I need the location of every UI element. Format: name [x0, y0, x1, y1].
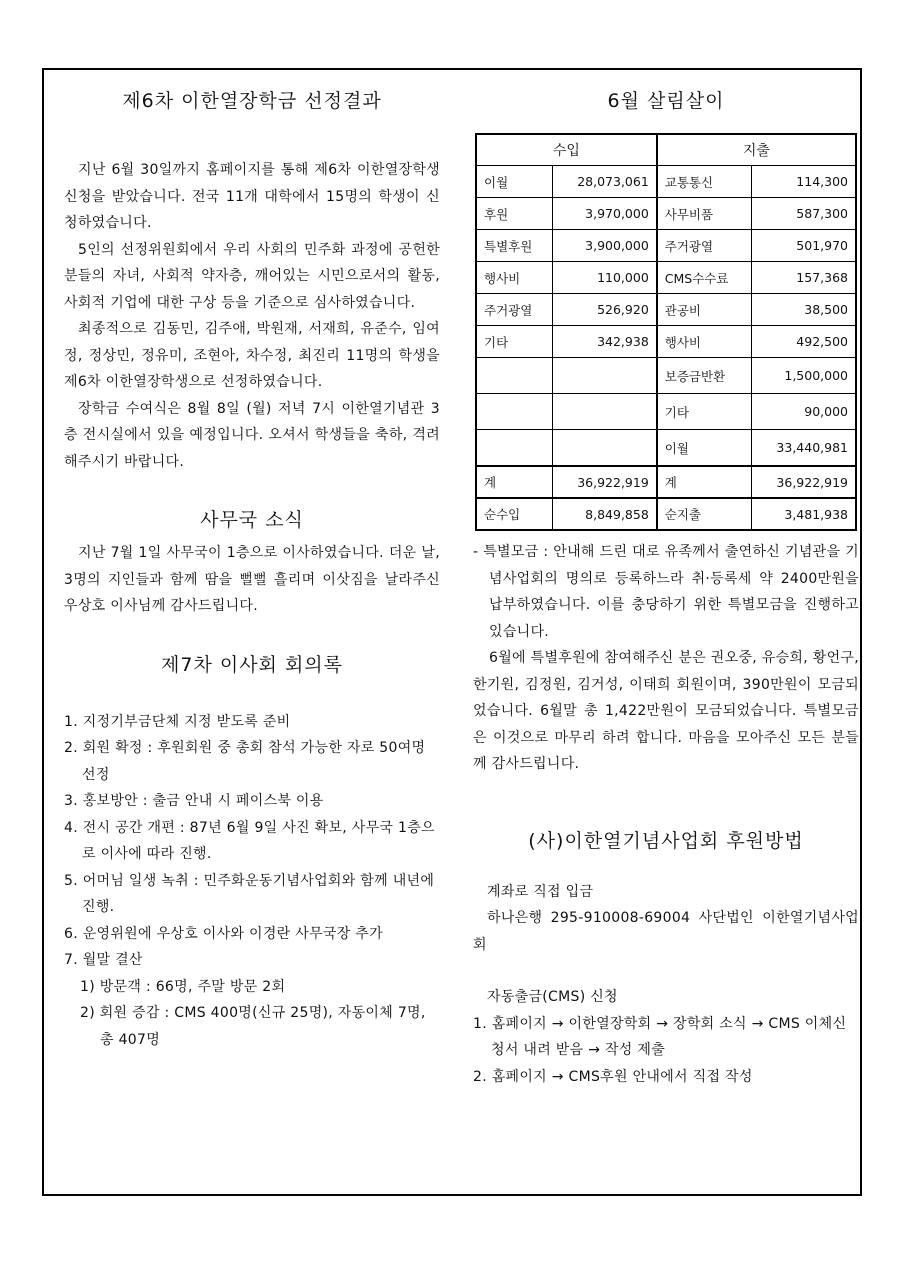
scholarship-title: 제6차 이한열장학금 선정결과	[122, 90, 382, 112]
special-fund-paragraph: - 특별모금 : 안내해 드린 대로 유족께서 출연하신 기념관을 기념사업회의 명의로 등록하느라 취·등록세 약 2400만원을 납부하였습니다. 이를 충당하기 위한 특별모금을 진행하고 있습니다.	[473, 544, 859, 640]
expense-label: 관공비	[657, 294, 752, 326]
expense-value: 587,300	[752, 198, 856, 230]
income-label	[476, 358, 552, 394]
deposit-title: 계좌로 직접 입금	[487, 883, 594, 900]
right-column	[473, 86, 859, 1090]
finance-row	[476, 394, 856, 430]
expense-value: 157,368	[752, 262, 856, 294]
income-value: 110,000	[552, 262, 656, 294]
expense-header: 지출	[657, 134, 856, 166]
cms-step: 1. 홈페이지 → 이한열장학회 → 장학회 소식 → CMS 이체신청서 내려 받음 → 작성 제출	[473, 1015, 847, 1058]
finance-row	[476, 358, 856, 394]
income-total-label: 계	[476, 466, 552, 498]
special-fund-donors-paragraph: 6월에 특별후원에 참여해주신 분은 권오중, 유승희, 황언구, 한기원, 김정원, 김거성, 이태희 회원이며, 390만원이 모금되었습니다. 6월말 총 1,422만원이 모금되었습니다. 특별모금은 이것으로 마무리 하려 합니다. 마음을 모아주신 모든 분들께 감사드립니다.	[473, 650, 859, 772]
expense-value: 501,970	[752, 230, 856, 262]
board-minutes-item: 5. 어머님 일생 녹취 : 민주화운동기념사업회와 함께 내년에 진행.	[64, 872, 435, 915]
income-label: 행사비	[476, 262, 552, 294]
expense-total-label: 계	[657, 466, 752, 498]
income-label: 이월	[476, 166, 552, 198]
finance-row	[476, 230, 856, 262]
scholarship-paragraph: 장학금 수여식은 8월 8일 (월) 저녁 7시 이한열기념관 3층 전시실에서 있을 예정입니다. 오셔서 학생들을 축하, 격려해주시기 바랍니다.	[64, 400, 440, 470]
finance-row	[476, 430, 856, 467]
board-minutes-item: 4. 전시 공간 개편 : 87년 6월 9일 사진 확보, 사무국 1층으로 이사에 따라 진행.	[64, 819, 435, 862]
board-minutes-item: 7. 월말 결산	[64, 952, 143, 968]
deposit-account: 하나은행 295-910008-69004 사단법인 이한열기념사업회	[473, 910, 859, 953]
support-method-title: (사)이한열기념사업회 후원방법	[528, 829, 804, 852]
finance-row	[476, 198, 856, 230]
expense-total-value: 36,922,919	[752, 466, 856, 498]
income-value: 3,900,000	[552, 230, 656, 262]
income-label	[476, 394, 552, 430]
income-value	[552, 358, 656, 394]
board-minutes-subitem: 1) 방문객 : 66명, 주말 방문 2회	[80, 978, 286, 995]
finance-row	[476, 326, 856, 358]
net-expense-value: 3,481,938	[752, 498, 856, 530]
net-income-value: 8,849,858	[552, 498, 656, 530]
scholarship-paragraph: 최종적으로 김동민, 김주애, 박원재, 서재희, 유준수, 임여정, 정상민, 정유미, 조현아, 차수정, 최진리 11명의 학생을 제6차 이한열장학생으로 선정하였습니다.	[64, 321, 440, 390]
office-news-paragraph: 지난 7월 1일 사무국이 1층으로 이사하였습니다. 더운 날, 3명의 지인들과 함께 땀을 뻘뻘 흘리며 이삿짐을 날라주신 우상호 이사님께 감사드립니다.	[64, 545, 440, 614]
expense-value: 90,000	[752, 394, 856, 430]
cms-step: 2. 홈페이지 → CMS후원 안내에서 직접 작성	[473, 1068, 753, 1085]
left-column	[64, 86, 440, 1053]
expense-label: 주거광열	[657, 230, 752, 262]
net-expense-label: 순지출	[657, 498, 752, 530]
scholarship-paragraph: 5인의 선정위원회에서 우리 사회의 민주화 과정에 공헌한 분들의 자녀, 사회적 약자층, 깨어있는 시민으로서의 활동, 사회적 기업에 대한 구상 등을 기준으로 심사하였습니다.	[64, 241, 440, 311]
income-value: 526,920	[552, 294, 656, 326]
board-minutes-title: 제7차 이사회 회의록	[161, 653, 343, 676]
expense-value: 38,500	[752, 294, 856, 326]
income-header: 수입	[476, 134, 657, 166]
income-label	[476, 430, 552, 467]
finance-table	[475, 133, 857, 531]
finance-row	[476, 294, 856, 326]
finance-row	[476, 166, 856, 198]
expense-label: 보증금반환	[657, 358, 752, 394]
income-total-value: 36,922,919	[552, 466, 656, 498]
expense-label: 이월	[657, 430, 752, 467]
income-label: 후원	[476, 198, 552, 230]
income-label: 기타	[476, 326, 552, 358]
office-news-title: 사무국 소식	[200, 509, 304, 531]
income-value: 342,938	[552, 326, 656, 358]
expense-label: 기타	[657, 394, 752, 430]
board-minutes-subitem: 2) 회원 증감 : CMS 400명(신규 25명), 자동이체 7명, 총 407명	[80, 1005, 426, 1048]
income-value	[552, 394, 656, 430]
finance-title: 6월 살림살이	[607, 90, 725, 112]
scholarship-paragraph: 지난 6월 30일까지 홈페이지를 통해 제6차 이한열장학생 신청을 받았습니다. 전국 11개 대학에서 15명의 학생이 신청하였습니다.	[64, 162, 440, 231]
income-value: 28,073,061	[552, 166, 656, 198]
expense-label: CMS수수료	[657, 262, 752, 294]
expense-value: 33,440,981	[752, 430, 856, 467]
income-label: 특별후원	[476, 230, 552, 262]
expense-value: 114,300	[752, 166, 856, 198]
income-value: 3,970,000	[552, 198, 656, 230]
expense-value: 1,500,000	[752, 358, 856, 394]
cms-title: 자동출금(CMS) 신청	[487, 989, 618, 1005]
expense-label: 행사비	[657, 326, 752, 358]
income-label: 주거광열	[476, 294, 552, 326]
expense-label: 사무비품	[657, 198, 752, 230]
net-income-label: 순수입	[476, 498, 552, 530]
board-minutes-item: 1. 지정기부금단체 지정 받도록 준비	[64, 713, 291, 730]
income-value	[552, 430, 656, 467]
finance-row	[476, 262, 856, 294]
board-minutes-item: 6. 운영위원에 우상호 이사와 이경란 사무국장 추가	[64, 925, 383, 942]
expense-value: 492,500	[752, 326, 856, 358]
board-minutes-item: 2. 회원 확정 : 후원회원 중 총회 참석 가능한 자로 50여명 선정	[64, 740, 426, 783]
board-minutes-item: 3. 홍보방안 : 출금 안내 시 페이스북 이용	[64, 793, 324, 809]
expense-label: 교통통신	[657, 166, 752, 198]
